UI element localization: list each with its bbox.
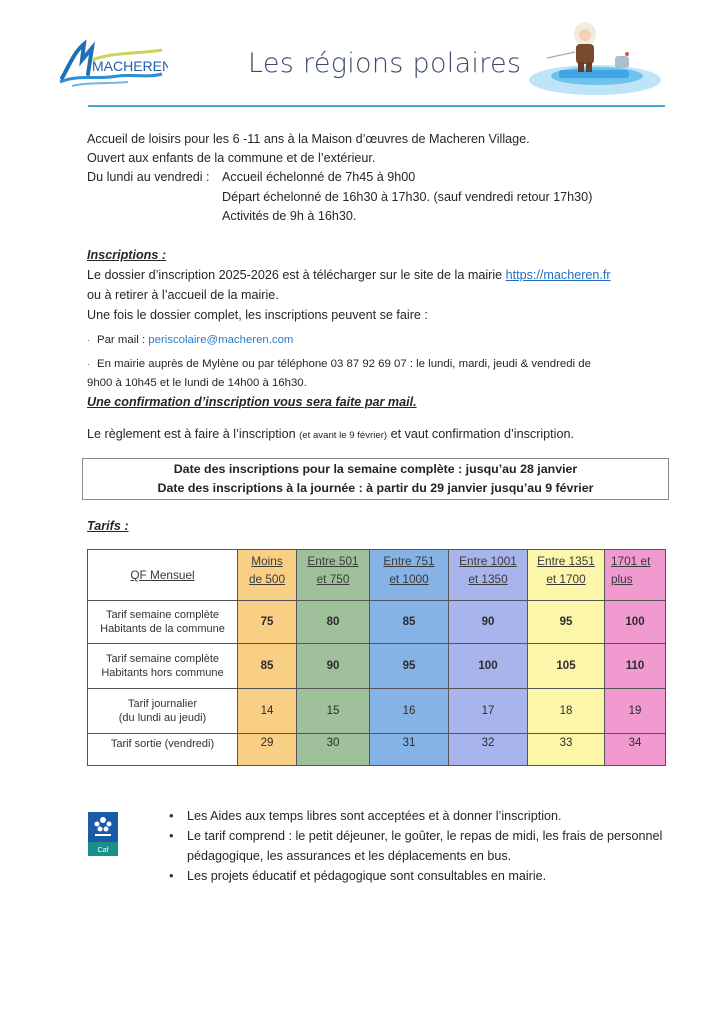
caf-logo	[88, 812, 118, 856]
price-cell: 32	[449, 734, 528, 766]
price-cell: 31	[370, 734, 449, 766]
price-cell: 100	[449, 644, 528, 689]
table-header-row	[88, 550, 666, 601]
price-cell: 14	[238, 689, 297, 734]
notes-list	[165, 806, 667, 886]
bullet-email-label: Par mail :	[97, 334, 149, 346]
price-cell: 34	[605, 734, 666, 766]
confirmation-notice: Une confirmation d’inscription vous sera faite par mail.	[87, 395, 417, 409]
bullet-email	[87, 331, 293, 350]
table-row	[88, 644, 666, 689]
price-cell: 90	[449, 601, 528, 644]
column-header: Entre 751 et 1000	[370, 550, 449, 601]
row-label: Tarif semaine complète Habitants de la commune	[88, 601, 238, 644]
row-label: Tarif semaine complète Habitants hors commune	[88, 644, 238, 689]
inscriptions-heading: Inscriptions :	[87, 248, 167, 262]
column-header: Entre 1351 et 1700	[528, 550, 605, 601]
inscriptions-line-1-text: Le dossier d’inscription 2025-2026 est à télécharger sur le site de la mairie	[87, 268, 506, 282]
list-item: • Le tarif comprend : le petit déjeuner, le goûter, le repas de midi, les frais de personnel pédagogique, les assurances et les déplacements en bus.	[165, 826, 667, 866]
column-header: Entre 1001 et 1350	[449, 550, 528, 601]
price-cell: 85	[370, 601, 449, 644]
dates-week: Date des inscriptions pour la semaine complète : jusqu’au 28 janvier	[173, 462, 578, 476]
payment-notice	[87, 425, 574, 445]
payment-part-1: Le règlement est à faire à l’inscription	[87, 427, 300, 441]
macheren-logo	[58, 38, 168, 88]
tarifs-table	[87, 549, 666, 766]
intro-line-1: Accueil de loisirs pour les 6 -11 ans à la Maison d’œuvres de Macheren Village.	[87, 132, 530, 146]
list-item: • Les Aides aux temps libres sont acceptées et à donner l’inscription.	[165, 806, 667, 826]
bullet-mairie-line-2: 9h00 à 10h45 et le lundi de 14h00 à 16h30.	[87, 377, 307, 389]
list-item: • Les projets éducatif et pédagogique sont consultables en mairie.	[165, 866, 667, 886]
column-header: 1701 et plus	[605, 550, 666, 601]
price-cell: 105	[528, 644, 605, 689]
tarifs-heading: Tarifs :	[87, 519, 129, 533]
price-cell: 110	[605, 644, 666, 689]
price-cell: 100	[605, 601, 666, 644]
table-row	[88, 734, 666, 766]
payment-part-2: et vaut confirmation d’inscription.	[387, 427, 574, 441]
inscriptions-line-1	[87, 266, 611, 285]
price-cell: 95	[370, 644, 449, 689]
price-cell: 17	[449, 689, 528, 734]
email-link[interactable]: periscolaire@macheren.com	[148, 334, 294, 346]
inscriptions-line-2: ou à retirer à l’accueil de la mairie.	[87, 288, 279, 302]
price-cell: 16	[370, 689, 449, 734]
page-title: Les régions polaires	[248, 48, 522, 79]
price-cell: 15	[297, 689, 370, 734]
schedule-departure: Départ échelonné de 16h30 à 17h30. (sauf vendredi retour 17h30)	[222, 190, 593, 204]
caf-logo-text: Caf	[97, 847, 109, 854]
dates-day: Date des inscriptions à la journée : à partir du 29 janvier jusqu’au 9 février	[157, 481, 594, 495]
price-cell: 33	[528, 734, 605, 766]
bullet-dot-icon: ·	[87, 359, 90, 369]
table-row	[88, 601, 666, 644]
qf-header: QF Mensuel	[88, 550, 238, 601]
row-label: Tarif journalier (du lundi au jeudi)	[88, 689, 238, 734]
price-cell: 75	[238, 601, 297, 644]
schedule-arrival: Accueil échelonné de 7h45 à 9h00	[222, 170, 416, 184]
column-header: Moins de 500	[238, 550, 297, 601]
row-label: Tarif sortie (vendredi)	[88, 734, 238, 766]
registration-dates-box	[82, 458, 669, 500]
inscriptions-line-3: Une fois le dossier complet, les inscriptions peuvent se faire :	[87, 308, 428, 322]
price-cell: 90	[297, 644, 370, 689]
payment-deadline: (et avant le 9 février)	[299, 430, 388, 441]
logo-text: MACHEREN	[92, 58, 168, 74]
header-divider	[88, 105, 665, 107]
table-row	[88, 689, 666, 734]
column-header: Entre 501 et 750	[297, 550, 370, 601]
price-cell: 95	[528, 601, 605, 644]
eskimo-illustration	[525, 14, 665, 96]
price-cell: 80	[297, 601, 370, 644]
mairie-website-link[interactable]: https://macheren.fr	[505, 268, 611, 282]
bullet-mairie	[87, 355, 591, 374]
intro-line-2: Ouvert aux enfants de la commune et de l’extérieur.	[87, 151, 376, 165]
price-cell: 85	[238, 644, 297, 689]
bullet-mairie-text: En mairie auprès de Mylène ou par téléphone 03 87 92 69 07 : le lundi, mardi, jeudi & vendredi de	[97, 358, 591, 370]
schedule-activities: Activités de 9h à 16h30.	[222, 209, 357, 223]
bullet-dot-icon: ·	[87, 335, 90, 345]
price-cell: 18	[528, 689, 605, 734]
schedule-label: Du lundi au vendredi :	[87, 170, 210, 184]
price-cell: 30	[297, 734, 370, 766]
price-cell: 19	[605, 689, 666, 734]
price-cell: 29	[238, 734, 297, 766]
